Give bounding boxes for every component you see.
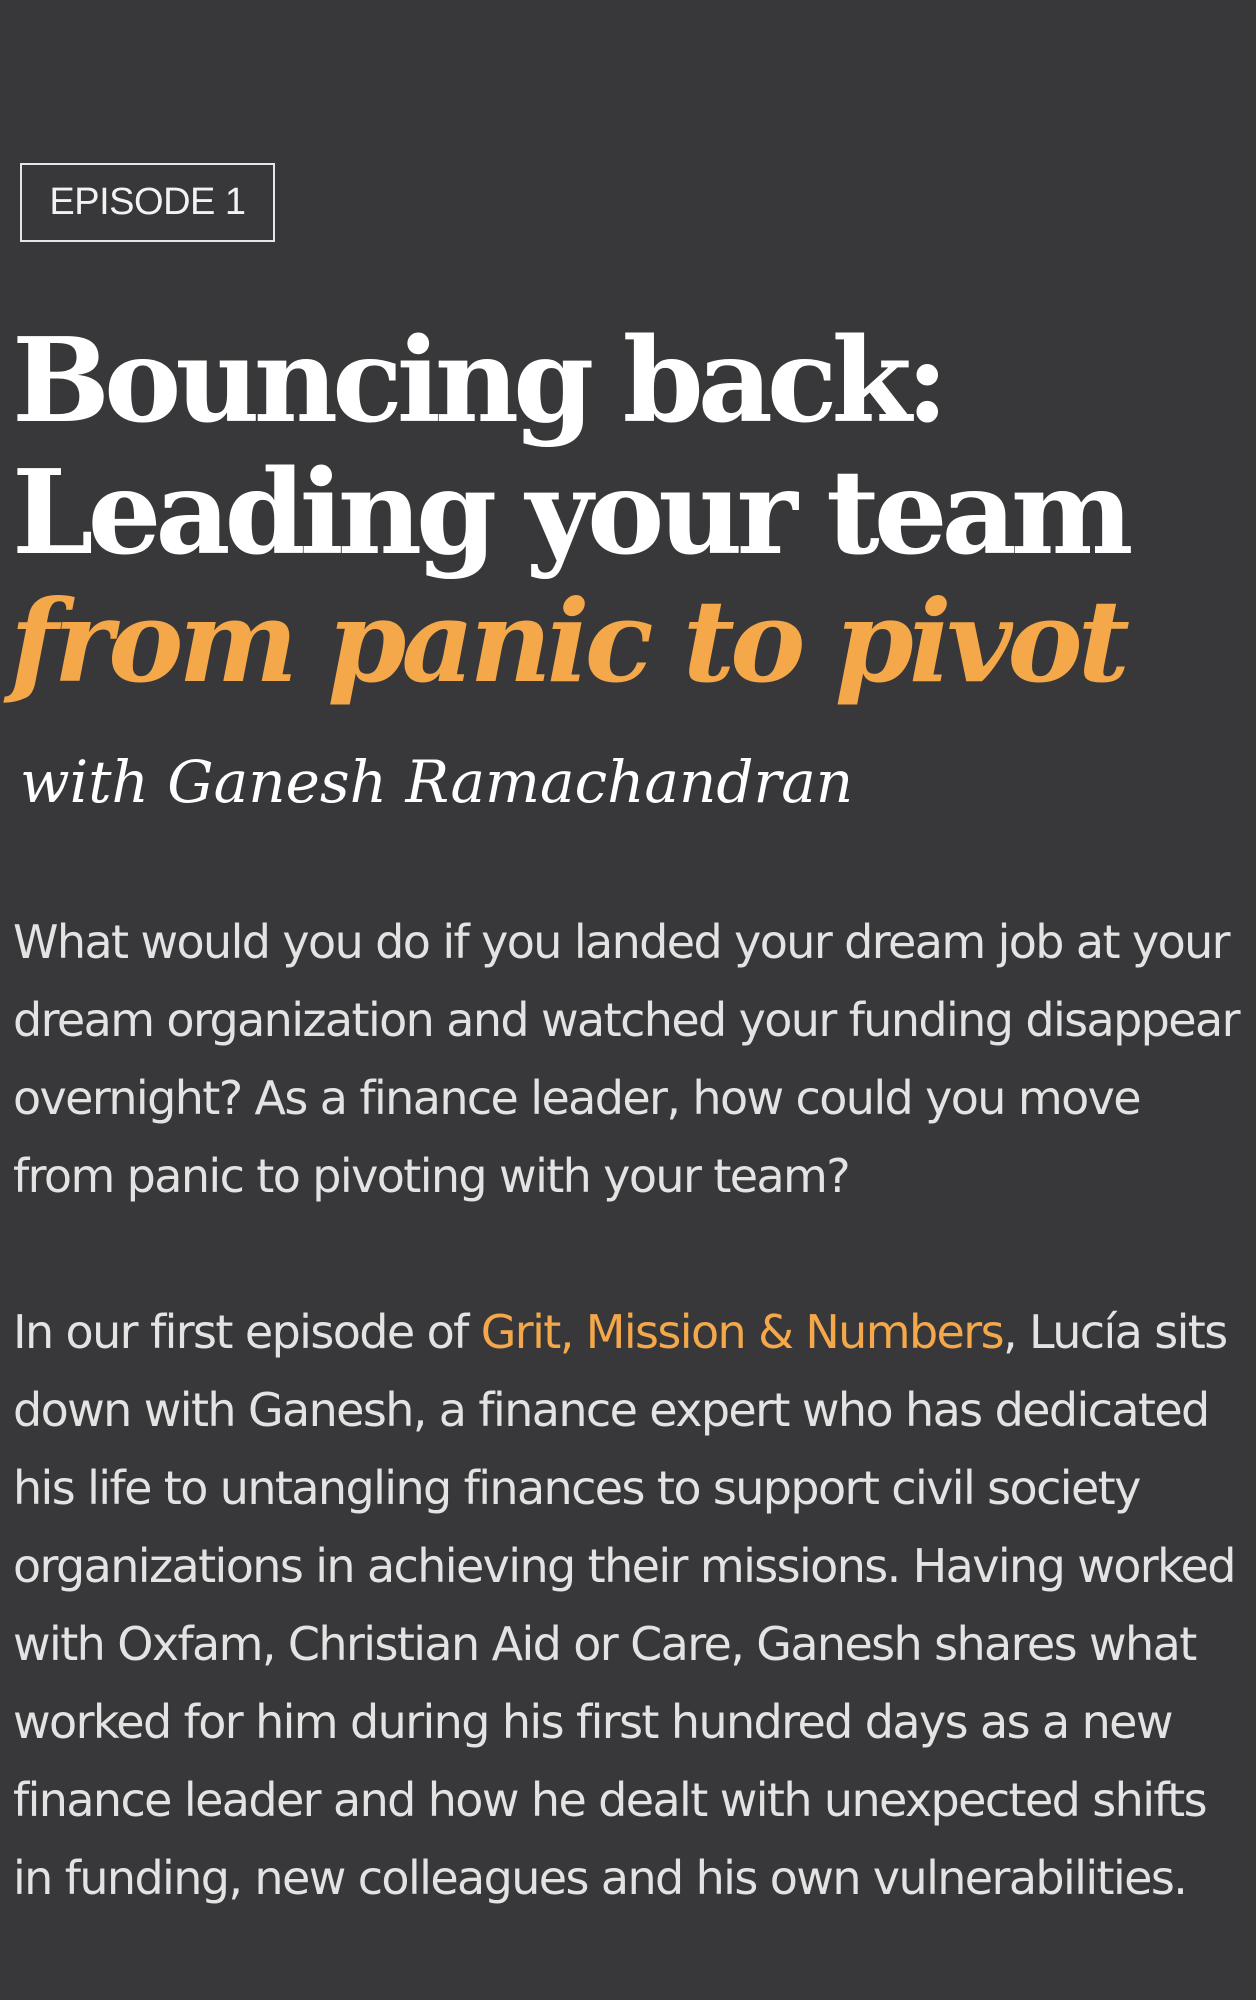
description-paragraph-1: What would you do if you landed your dream job at your dream organization and watched your funding disappear overnight? As a finance leader, how could you move from panic to pivoting with your team? xyxy=(13,915,1239,1203)
page-title-line-1: Bouncing back: xyxy=(12,313,943,449)
paragraph-2-suffix: , Lucía sits down with Ganesh, a finance expert who has dedicated his life to untangling finances to support civil society organizations in achieving their missions. Having worked with Oxfam, Christian Aid or Care, Ganesh shares what worked for him during his first hundred days as a new finance leader and how he dealt with unexpected shifts in funding, new colleagues and his own vulnerabilities. xyxy=(13,1305,1235,1905)
page-title-line-2: Leading your team xyxy=(12,445,1128,581)
guest-name: with Ganesh Ramachandran xyxy=(20,748,854,816)
series-link[interactable]: Grit, Mission & Numbers xyxy=(480,1305,1003,1359)
page-title-accent: from panic to pivot xyxy=(10,575,1125,708)
episode-badge: EPISODE 1 xyxy=(20,163,275,242)
description-paragraph-2 xyxy=(13,1293,1249,1917)
paragraph-2-prefix: In our first episode of xyxy=(13,1305,481,1359)
